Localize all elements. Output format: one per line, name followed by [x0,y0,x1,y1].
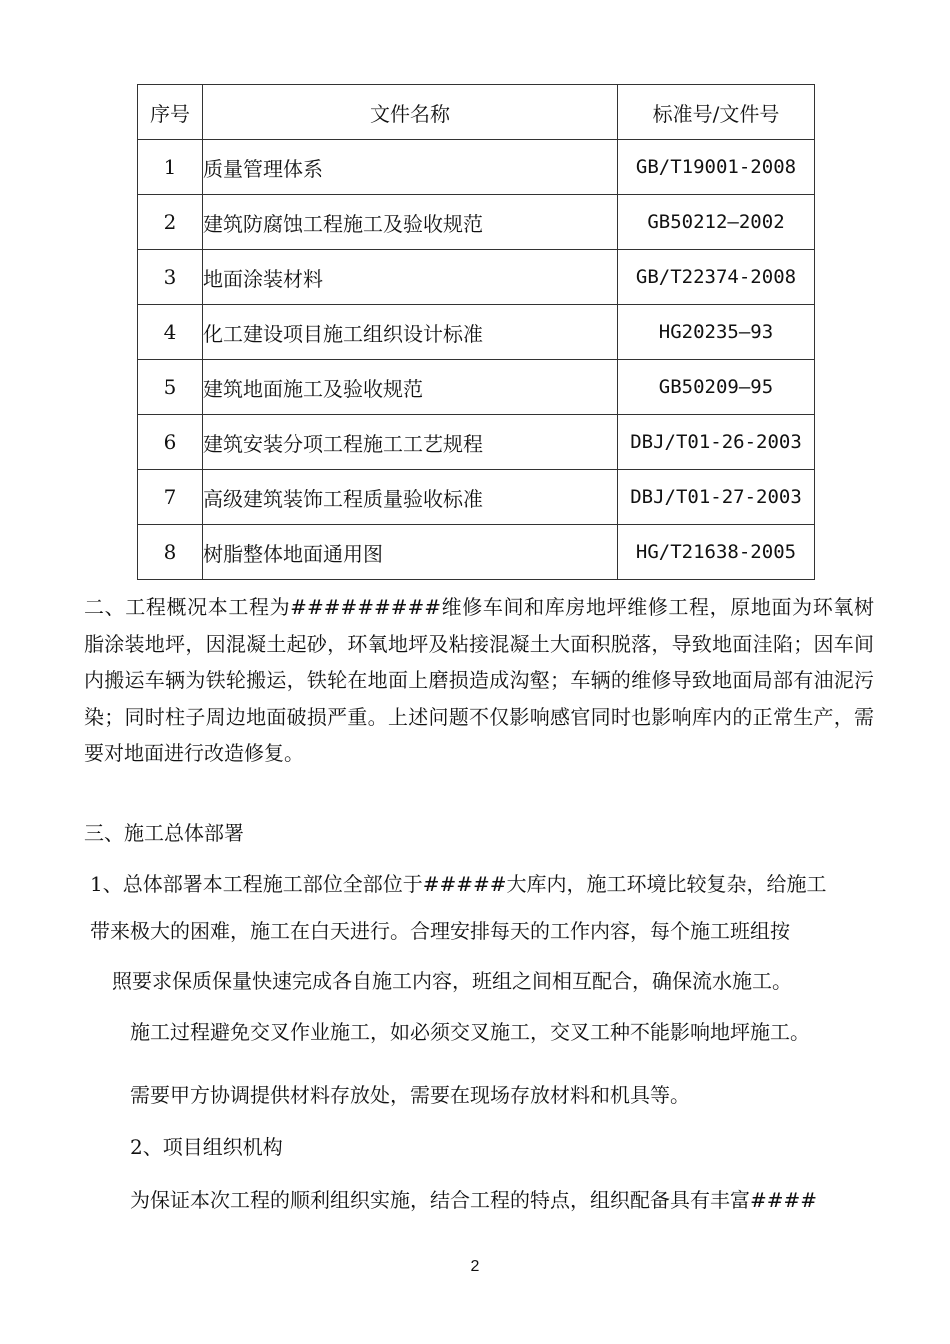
row-serial: 7 [138,470,203,525]
row-serial: 6 [138,415,203,470]
row-serial: 3 [138,250,203,305]
deployment-line-2: 带来极大的困难，施工在白天进行。合理安排每天的工作内容，每个施工班组按 [90,919,790,943]
row-standard-no: GB/T19001-2008 [618,140,815,195]
row-doc-name: 地面涂装材料 [203,250,618,305]
row-standard-no: GB50212—2002 [618,195,815,250]
row-standard-no: HG20235—93 [618,305,815,360]
row-standard-no: GB50209—95 [618,360,815,415]
table-row [138,140,815,195]
header-serial: 序号 [138,85,203,140]
table-row [138,305,815,360]
table-row [138,415,815,470]
row-serial: 4 [138,305,203,360]
row-standard-no: DBJ/T01-26-2003 [618,415,815,470]
project-overview-paragraph: 二、工程概况本工程为#########维修车间和库房地坪维修工程，原地面为环氧树脂涂装地坪，因混凝土起砂，环氧地坪及粘接混凝土大面积脱落，导致地面洼陷；因车间内搬运车辆为铁轮搬运，铁轮在地面上磨损造成沟壑；车辆的维修导致地面局部有油泥污染；同时柱子周边地面破损严重。上述问题不仅影响感官同时也影响库内的正常生产，需要对地面进行改造修复。 [84,595,874,765]
org-structure-heading: 2、项目组织机构 [130,1135,283,1159]
page-number: 2 [470,1258,480,1275]
table-row [138,195,815,250]
table-row [138,525,815,580]
cross-work-paragraph: 施工过程避免交叉作业施工，如必须交叉施工，交叉工种不能影响地坪施工。 [130,1020,810,1044]
material-storage-paragraph: 需要甲方协调提供材料存放处，需要在现场存放材料和机具等。 [130,1083,690,1107]
row-doc-name: 建筑防腐蚀工程施工及验收规范 [203,195,618,250]
table-row [138,360,815,415]
header-standard-no: 标准号/文件号 [618,85,815,140]
row-serial: 2 [138,195,203,250]
row-doc-name: 化工建设项目施工组织设计标准 [203,305,618,360]
table-row [138,470,815,525]
row-standard-no: GB/T22374-2008 [618,250,815,305]
row-doc-name: 建筑安装分项工程施工工艺规程 [203,415,618,470]
row-doc-name: 高级建筑装饰工程质量验收标准 [203,470,618,525]
deployment-line-1: 1、总体部署本工程施工部位全部位于#####大库内，施工环境比较复杂，给施工 [90,872,827,896]
header-doc-name: 文件名称 [203,85,618,140]
table-header-row [138,85,815,140]
row-doc-name: 建筑地面施工及验收规范 [203,360,618,415]
table-row [138,250,815,305]
row-standard-no: HG/T21638-2005 [618,525,815,580]
org-structure-paragraph: 为保证本次工程的顺利组织实施，结合工程的特点，组织配备具有丰富#### [130,1188,818,1212]
deployment-line-3: 照要求保质保量快速完成各自施工内容，班组之间相互配合，确保流水施工。 [112,969,792,993]
standards-table [137,84,815,580]
row-serial: 5 [138,360,203,415]
row-serial: 8 [138,525,203,580]
row-standard-no: DBJ/T01-27-2003 [618,470,815,525]
section3-heading: 三、施工总体部署 [84,821,244,845]
row-doc-name: 树脂整体地面通用图 [203,525,618,580]
row-doc-name: 质量管理体系 [203,140,618,195]
row-serial: 1 [138,140,203,195]
